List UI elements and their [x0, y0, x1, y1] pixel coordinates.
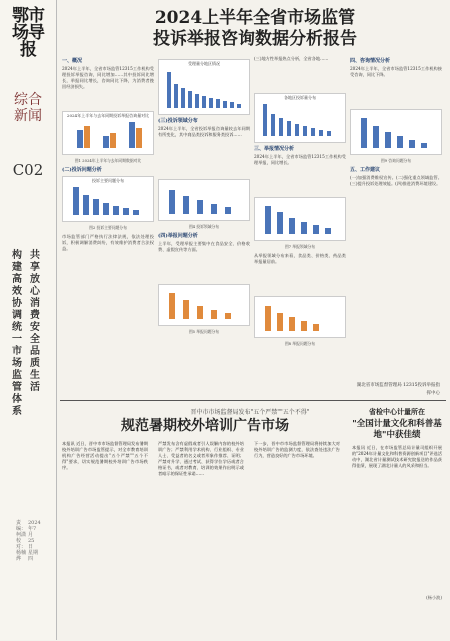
chart-4-bar — [225, 207, 231, 214]
chart-9-bar — [361, 118, 367, 148]
chart-8 — [254, 296, 346, 338]
chart-6-title: 各地区投诉量分布 — [284, 95, 316, 100]
chart-5-bar — [225, 313, 231, 319]
chart-3-bar — [188, 91, 192, 108]
report-author: 湖北省市场监督管理局 12315投诉举报指挥中心 — [356, 383, 440, 396]
chart-6-bar — [287, 121, 291, 136]
chart-2 — [62, 176, 154, 222]
chart-8-bar — [265, 306, 271, 331]
chart-1-bar — [129, 122, 135, 148]
column-4 — [350, 56, 442, 345]
col1-paragraph-2: 市场监管部门严格执行法律法规，依法处理投诉，积极调解消费纠纷，有效维护消费者合法权益。 — [62, 234, 154, 251]
chart-2-bar — [123, 208, 129, 215]
chart-1-bar — [110, 133, 116, 148]
chart-8-bar — [289, 317, 295, 331]
chart-6-bar — [263, 104, 267, 136]
slogan-left: 构建高效协调 统一市场监管体系 — [12, 250, 22, 417]
column-3 — [254, 56, 346, 350]
chart-4-caption: 图4 投诉领域分布 — [188, 224, 220, 229]
editor-meta: 责编：柯潇 校对：杨楠烨 — [16, 520, 27, 562]
col2-paragraph-1: 2024年上半年，全省投诉举报咨询量较去年同期有所变化，其中商品类投诉和服务类投诉…… — [158, 126, 250, 137]
chart-1-bar — [136, 128, 142, 148]
chart-1 — [62, 111, 154, 155]
chart-1-bar — [103, 136, 109, 148]
chart-2-bar — [113, 206, 119, 215]
col3-heading-1: 三、举报情况分析 — [254, 146, 295, 152]
chart-5-bar — [183, 300, 189, 319]
chart-3-bar — [216, 99, 220, 108]
chart-1-title: 2024年上半年与去年同期投诉举报咨询量对比 — [66, 113, 150, 118]
right-news-author: (杨小波) — [426, 595, 442, 600]
right-news-article — [352, 407, 442, 601]
chart-4-bar — [169, 190, 175, 214]
chart-3-bar — [181, 88, 185, 108]
sidebar — [0, 0, 57, 640]
bottom-col-c: 下一步，晋中市市场监督管理局将持续加大对校外培训广告的监测力度，依法查处违法广告行为，营造良好的广告市场环境。 — [254, 441, 340, 458]
chart-7-bar — [277, 212, 283, 234]
chart-6-bar — [279, 118, 283, 136]
chart-7-bar — [313, 225, 319, 234]
chart-1-caption: 图1 2024年上半年与去年同期数据对比 — [74, 158, 142, 163]
chart-7-bar — [301, 222, 307, 234]
chart-6-bar — [271, 114, 275, 136]
chart-2-title: 投诉主要问题分布 — [92, 178, 124, 183]
chart-6-bar — [327, 131, 331, 136]
section-title: 综合新闻 — [14, 92, 42, 124]
bottom-kicker: 晋中市市场监督局发布"五个严禁""五个不得" — [190, 409, 310, 416]
right-news-title: "全国计量文化和科普基地"中获佳绩 — [352, 419, 442, 440]
chart-2-caption: 图2 投诉主要问题分布 — [89, 225, 127, 230]
chart-7-bar — [289, 218, 295, 234]
chart-7 — [254, 197, 346, 241]
chart-3-bar — [167, 72, 171, 108]
chart-3-bar — [230, 102, 234, 108]
chart-3-bar — [237, 104, 241, 108]
page-headline — [100, 8, 410, 50]
chart-9-bar — [421, 143, 427, 148]
chart-7-caption: 图7 举报领域分布 — [284, 244, 316, 249]
bottom-col-a: 本报讯 近日，晋中市市场监督管理局发布暑期校外培训广告市场监管提示，对全市教育培训机构广告经营活动提出"五个严禁""五个不得"要求，切实规范暑期校外培训广告市场秩序。 — [62, 441, 148, 470]
col2-heading-1: (三)投诉领域分布 — [158, 118, 198, 124]
chart-3-bar — [195, 94, 199, 108]
slogan-right: 共享放心消费 安全品质生活 — [30, 250, 40, 393]
col3-paragraph-3: 从举报领域分布来看，食品类、价格类、药品类举报量居前。 — [254, 253, 346, 264]
chart-2-bar — [73, 187, 79, 215]
col4-heading-1: 四、咨询情况分析 — [350, 58, 391, 64]
chart-5-caption: 图5 举报问题分布 — [188, 329, 220, 334]
chart-9-caption: 图9 咨询问题分布 — [380, 158, 412, 163]
chart-2-bar — [133, 210, 139, 215]
bottom-headline: 规范暑期校外培训广告市场 — [121, 418, 289, 434]
col4-heading-2: 五、工作建议 — [350, 167, 381, 173]
newspaper-masthead: 鄂市场导报 — [12, 6, 44, 60]
chart-4 — [158, 179, 250, 221]
chart-1-bar — [77, 130, 83, 148]
bottom-section — [60, 400, 446, 641]
chart-6-bar — [311, 128, 315, 136]
chart-1-bar — [84, 126, 90, 148]
date-meta: 2024年7月25日 星期四 — [28, 520, 41, 562]
right-news-kicker: 省检中心计量所在 — [369, 407, 425, 416]
col4-paragraph-1: 2024年上半年，全省市场监管12315工作机构接受咨询，同比下降。 — [350, 66, 442, 77]
chart-6-bar — [295, 124, 299, 136]
chart-8-bar — [301, 321, 307, 331]
chart-8-caption: 图8 举报问题分布 — [284, 341, 316, 346]
chart-3-bar — [209, 98, 213, 108]
chart-5-bar — [169, 293, 175, 319]
chart-4-bar — [183, 196, 189, 214]
chart-4-bar — [211, 204, 217, 214]
chart-9 — [350, 109, 442, 155]
chart-6-bar — [303, 126, 307, 136]
chart-2-bar — [93, 199, 99, 215]
col1-paragraph-1: 2024年上半年，全省市场监管12315工作机构受理投诉举报咨询，同比增加……其中投诉同比增长，举报同比增长，咨询同比下降，为消费者挽回经济损失。 — [62, 66, 154, 89]
chart-5 — [158, 284, 250, 326]
chart-7-bar — [325, 228, 331, 234]
chart-9-bar — [373, 126, 379, 148]
col2-heading-2: (四)举报问题分析 — [158, 233, 198, 239]
chart-3-bar — [174, 84, 178, 108]
chart-3-bar — [223, 101, 227, 108]
chart-5-bar — [211, 310, 217, 319]
right-news-body: 本报讯 近日，在市场监管总局计量司组织开展的"2024年计量文化和科普资源创新项目"评选活动中，湖北省计量测试技术研究院报送的作品获得佳绩，展现了湖北计量人的风采和担当。 — [352, 445, 442, 468]
chart-8-bar — [277, 313, 283, 331]
col1-heading-2: (二)投诉问题分析 — [62, 167, 102, 173]
chart-2-bar — [103, 203, 109, 215]
headline-line-1: 2024上半年全省市场监管 — [154, 8, 356, 28]
chart-3-title: 受理量分地区情况 — [188, 61, 220, 66]
chart-8-bar — [313, 324, 319, 331]
column-1 — [62, 56, 154, 354]
col4-paragraph-2: (一)加强消费维权宣传。(二)强化重点领域监管。(三)提升投诉处理效能。(四)推进消费环境建设。 — [350, 175, 442, 186]
page-code: C02 — [12, 161, 44, 179]
col3-paragraph-2: 2024年上半年，全省市场监管12315工作机构受理举报，同比增长。 — [254, 154, 346, 165]
chart-9-bar — [409, 140, 415, 148]
col3-paragraph-1: (三)地方性举报热点分析，全省各地…… — [254, 56, 329, 61]
chart-6-bar — [319, 130, 323, 136]
chart-4-bar — [197, 200, 203, 214]
chart-5-bar — [197, 306, 203, 319]
col1-heading-1: 一、概况 — [62, 58, 83, 64]
chart-6 — [254, 93, 346, 143]
chart-2-bar — [83, 195, 89, 215]
chart-3-bar — [202, 96, 206, 108]
chart-7-bar — [265, 206, 271, 234]
chart-9-bar — [385, 132, 391, 148]
chart-9-bar — [397, 136, 403, 148]
headline-line-2: 投诉举报咨询数据分析报告 — [153, 29, 357, 49]
column-2 — [158, 56, 250, 338]
col2-paragraph-2: 上半年，受理举报主要集中在食品安全、价格收费、虚假宣传等方面。 — [158, 241, 250, 252]
bottom-col-b: 严禁发布含有虚假或者引人误解内容的校外培训广告；严禁利用学术机构、行业组织、专业人士、受益者的名义或者形象作推荐、证明；严禁对升学、通过考试、获得学位学历或者合格证书，或者对教育、培训的效果作出明示或者暗示的保证性承诺…… — [158, 441, 244, 476]
chart-3 — [158, 59, 250, 115]
